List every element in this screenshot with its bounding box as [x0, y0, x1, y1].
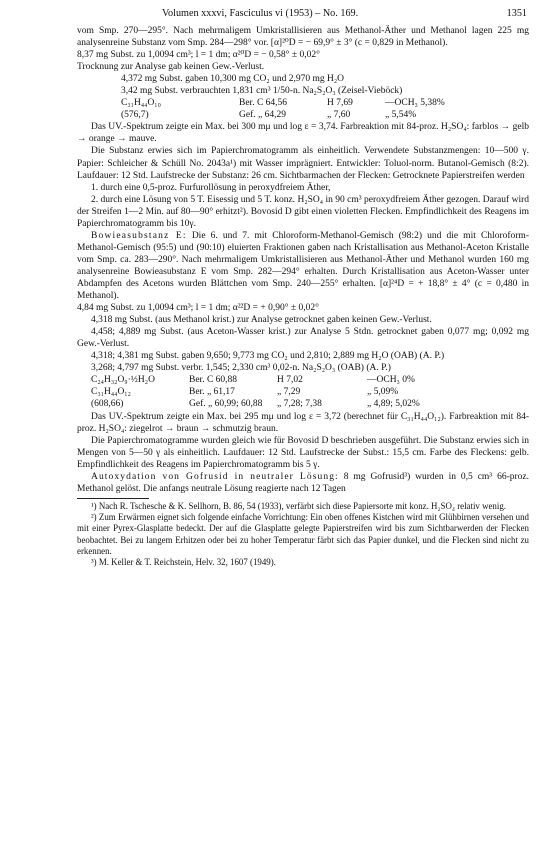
table-cell: „ 5,54%: [385, 110, 417, 121]
paragraph: Das UV.-Spektrum zeigte ein Max. bei 300 mμ und log ε = 3,74. Farbreaktion mit 84-proz. H₂SO₄: farblos → gelb → orange → mauve.: [77, 122, 529, 145]
table-cell: Ber. C 64,56: [239, 98, 288, 109]
measurement-line: 8,37 mg Subst. zu 1,0094 cm³; l = 1 dm; α²⁰D = − 0,58° ± 0,02°: [77, 50, 320, 61]
table-cell: C₃₁H₄₄O₁₂: [91, 387, 131, 398]
table-cell: C₃₁H₄₄O₁₀: [121, 98, 161, 109]
table-cell: Ber. „ 61,17: [189, 387, 235, 398]
table-cell: „ 5,09%: [367, 387, 399, 398]
table-row: [91, 386, 529, 398]
paragraph: [77, 471, 529, 495]
footnote-divider: [77, 498, 149, 499]
list-item: 2. durch eine Lösung von 5 T. Eisessig und 5 T. konz. H₂SO₄ in 90 cm³ peroxydfreiem Äther gezogen. Darauf wird der Streifen 1—2 Min. auf 80—90° erhitzt²). Bovosid D gibt einen violetten Flecken. Empfindlichkeit des Reagens im Papierchromatogramm bis 10γ.: [77, 194, 529, 229]
table-row: [121, 97, 529, 109]
table-cell: C₂₄H₃₂O₉·½H₂O: [91, 375, 155, 386]
article-body: [77, 25, 529, 569]
list-item: 1. durch eine 0,5-proz. Furfurollösung in peroxydfreiem Äther,: [91, 182, 331, 193]
table-cell: „ 7,28; 7,38: [277, 399, 322, 410]
measurement-line: 4,84 mg Subst. zu 1,0094 cm³; l = 1 dm; α²²D = + 0,90° ± 0,02°: [77, 303, 319, 314]
measurement-line: 3,268; 4,797 mg Subst. verbr. 1,545; 2,330 cm³ 0,02-n. Na₂S₂O₃ (OAB) (A. P.): [91, 363, 391, 374]
table-cell: (608,66): [91, 399, 124, 410]
table-cell: Ber. C 60,88: [189, 375, 238, 386]
footnote: ²) Zum Erwärmen eignet sich folgende einfache Vorrichtung: Ein oben offenes Kistchen wird mit Glühbirnen versehen und mit einer Pyrex-Glasplatte bedeckt. Der auf die Glasplatte gelegte Papierstreifen wird bis zum Sichtbarwerden der Flecken beobachtet. Bei zu langem Erhitzen oder bei zu hoher Temperatur färbt sich das Papier dunkel, und die Flecken sind nicht zu erkennen.: [77, 512, 529, 557]
paragraph: [77, 230, 529, 302]
measurement-line: 3,42 mg Subst. verbrauchten 1,831 cm³ 1/50-n. Na₂S₂O₃ (Zeisel-Vieböck): [121, 86, 403, 97]
paragraph: 4,318; 4,381 mg Subst. gaben 9,650; 9,773 mg CO₂ und 2,810; 2,889 mg H₂O (OAB) (A. P.): [91, 351, 445, 362]
analysis-table-1: [77, 97, 529, 121]
table-cell: Gef. „ 60,99; 60,88: [189, 399, 263, 410]
table-cell: H 7,69: [327, 98, 353, 109]
section-text: Die 6. und 7. mit Chloroform-Methanol-Gemisch (98:2) und die mit Chloroform-Methanol-Gemisch (95:5) und (90:10) eluierten Fraktionen gaben nach Kristallisation aus Methanol-Aceton Kristalle vom Smp. ca. 283—290°. Nach mehrmaligem Umkristallisieren aus Methanol-Äther und Methanol wurden 160 mg analysenreine Bowieasubstanz E vom Smp. 282—294° erhalten. Durch Kristallisation aus Aceton-Wasser unter Abdampfen des Acetons wurden Blättchen vom Smp. 240—255° erhalten. [α]²⁴D = + 18,8° ± 4° (c = 0,480 in Methanol).: [77, 230, 529, 302]
table-cell: (576,7): [121, 110, 149, 121]
paragraph: Das UV.-Spektrum zeigte ein Max. bei 295 mμ und log ε = 3,72 (berechnet für C₃₁H₄₄O₁₂). Farbreaktion mit 84-proz. H₂SO₄: ziegelrot → braun → schmutzig braun.: [77, 411, 529, 434]
table-row: [91, 398, 529, 410]
footnote: ¹) Nach R. Tschesche & K. Sellhorn, B. 86, 54 (1933), verfärbt sich diese Papiersorte mit konz. H₂SO₄ relativ wenig.: [91, 500, 506, 511]
table-cell: —OCH₃ 5,38%: [385, 98, 445, 109]
paragraph: 4,458; 4,889 mg Subst. (aus Aceton-Wasser krist.) zur Analyse 5 Stdn. getrocknet gaben 0,077 mg; 0,092 mg Gew.-Verlust.: [77, 327, 529, 350]
measurement-line: 4,372 mg Subst. gaben 10,300 mg CO₂ und 2,970 mg H₂O: [121, 74, 345, 85]
drying-note: Trocknung zur Analyse gab keinen Gew.-Verlust.: [77, 62, 265, 73]
analysis-table-2: [77, 374, 529, 410]
page-header: [77, 7, 527, 21]
table-cell: —OCH₃ 0%: [367, 375, 415, 386]
paragraph: 4,318 mg Subst. (aus Methanol krist.) zur Analyse getrocknet gaben keinen Gew.-Verlust.: [91, 315, 432, 326]
section-lead: Autoxydation von Gofrusid in neutraler Lösung:: [91, 471, 339, 482]
table-row: [121, 109, 529, 121]
table-cell: „ 7,29: [277, 387, 301, 398]
page-number: 1351: [506, 8, 527, 19]
table-cell: Gef. „ 64,29: [239, 110, 286, 121]
section-lead: Bowieasubstanz E:: [91, 230, 187, 241]
footnote: ³) M. Keller & T. Reichstein, Helv. 32, 1607 (1949).: [91, 557, 276, 568]
table-cell: „ 7,60: [327, 110, 351, 121]
table-cell: „ 4,89; 5,02%: [367, 399, 420, 410]
section-text: 8 mg Gofrusid³) wurden in 0,5 cm³ 66-proz. Methanol gelöst. Die anfangs neutrale Lösung reagierte nach 12 Tagen: [77, 471, 529, 494]
table-cell: H 7,02: [277, 375, 303, 386]
paragraph: Die Papierchromatogramme wurden gleich wie für Bovosid D beschrieben ausgeführt. Die Substanz erwies sich in Mengen von 5—50 γ als einheitlich. Laufdauer: 12 Std. Laufstrecke der Subst.: 15,5 cm. Farbe des Fleckens: gelb. Empfindlichkeit des Reagens im Papierchromatogramm bis 5 γ.: [77, 435, 529, 470]
paragraph: Die Substanz erwies sich im Papierchromatogramm als einheitlich. Verwendete Substanzmengen: 10—500 γ. Papier: Schleicher & Schüll No. 2043a¹) mit Wasser imprägniert. Entwickler: Toluol-norm. Butanol-Gemisch (8:2). Laufdauer: 12 Std. Laufstrecke der Substanz: 26 cm. Sichtbarmachen der Flecken: Getrocknete Papierstreifen werden: [77, 146, 529, 181]
paragraph: vom Smp. 270—295°. Nach mehrmaligem Umkristallisieren aus Methanol-Äther und Methanol lagen 225 mg analysenreine Substanz vom Smp. 284—298° vor. [α]²⁰D = − 69,9° ± 3° (c = 0,829 in Methanol).: [77, 26, 529, 49]
running-title: Volumen xxxvi, Fasciculus vi (1953) – No. 169.: [162, 8, 359, 19]
table-row: [91, 374, 529, 386]
